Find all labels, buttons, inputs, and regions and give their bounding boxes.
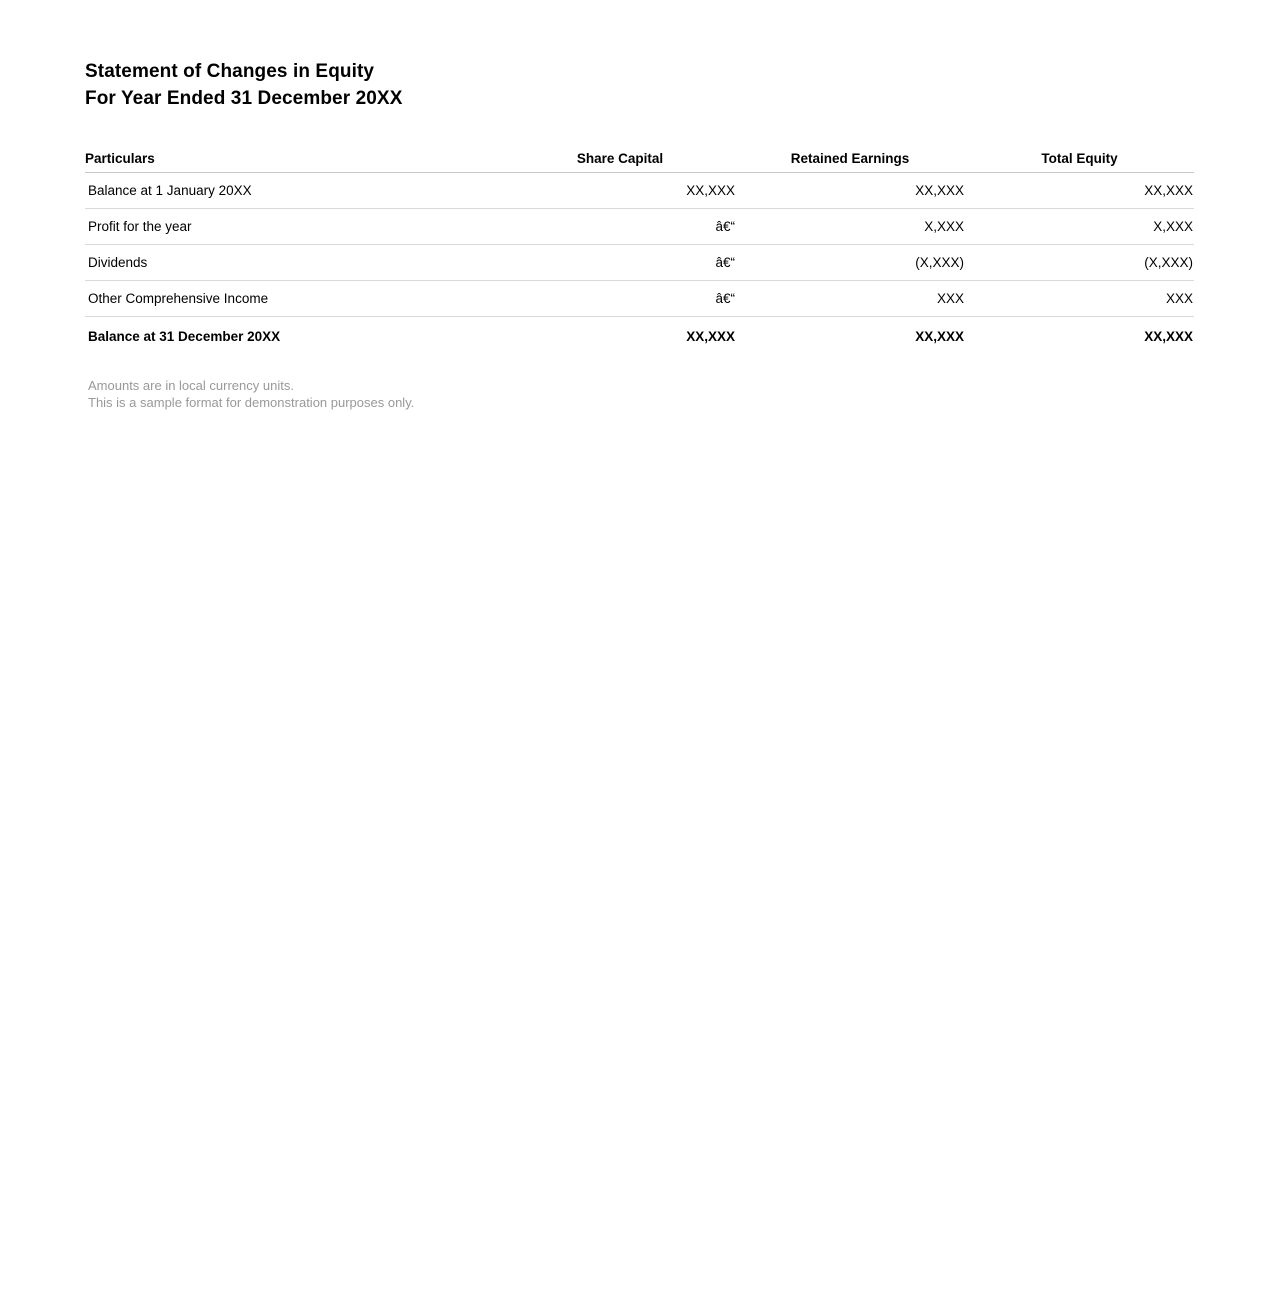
table-header [85,144,1194,173]
table-row [85,173,1194,209]
cell-share-capital: â€“ [715,291,735,306]
table-body [85,173,1194,356]
column-header-particulars: Particulars [85,150,155,166]
footnotes [85,377,1194,411]
column-header-share-capital: Share Capital [576,150,664,166]
table-row [85,209,1194,245]
total-row-label: Balance at 31 December 20XX [88,328,281,344]
cell-total-equity: XX,XXX [1144,183,1193,198]
cell-total-equity: X,XXX [1153,219,1193,234]
cell-share-capital: â€“ [715,219,735,234]
document-body [85,58,1194,411]
row-label: Balance at 1 January 20XX [88,183,252,198]
row-label: Profit for the year [88,219,192,234]
table-total-row [85,317,1194,356]
table-row [85,245,1194,281]
cell-share-capital: â€“ [715,255,735,270]
cell-retained-earnings: (X,XXX) [915,255,964,270]
cell-total-equity: XXX [1165,291,1193,306]
document-title-block [85,58,1194,112]
row-label: Dividends [88,255,148,270]
column-header-retained-earnings: Retained Earnings [790,150,910,166]
total-cell-total-equity: XX,XXX [1144,328,1193,344]
total-cell-share-capital: XX,XXX [686,328,735,344]
footnote-currency: Amounts are in local currency units. [88,378,294,393]
cell-retained-earnings: XX,XXX [915,183,964,198]
statement-of-changes-in-equity-table [85,144,1194,355]
cell-retained-earnings: X,XXX [924,219,964,234]
cell-total-equity: (X,XXX) [1144,255,1193,270]
page-subtitle: For Year Ended 31 December 20XX [85,88,403,109]
column-header-total-equity: Total Equity [1041,150,1118,166]
row-label: Other Comprehensive Income [88,291,269,306]
total-cell-retained-earnings: XX,XXX [915,328,964,344]
table-header-row [85,144,1194,173]
footnote-disclaimer: This is a sample format for demonstration purposes only. [88,395,415,410]
cell-retained-earnings: XXX [936,291,964,306]
cell-share-capital: XX,XXX [686,183,735,198]
page-title: Statement of Changes in Equity [85,61,375,82]
table-row [85,281,1194,317]
